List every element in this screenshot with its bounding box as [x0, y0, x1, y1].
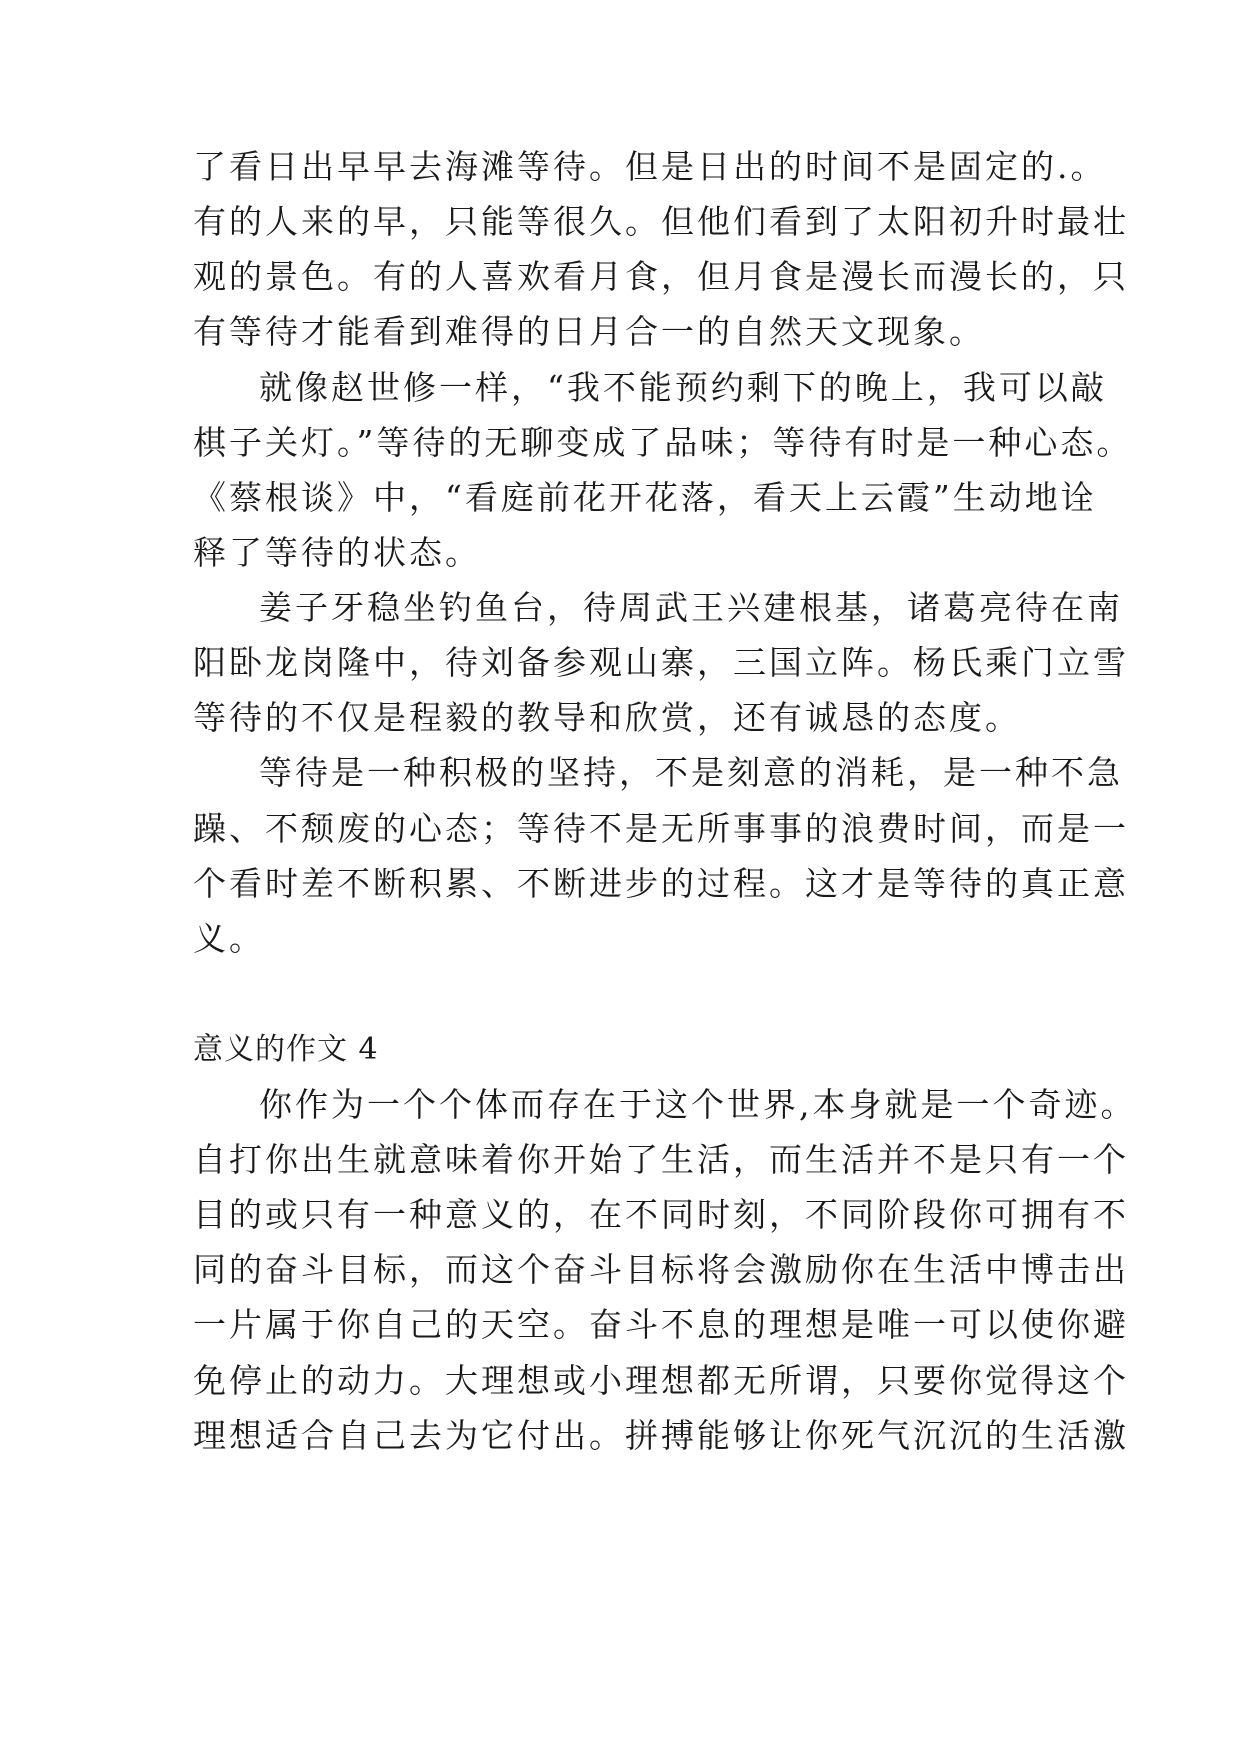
paragraph-line: 棋子关灯。”等待的无聊变成了品味；等待有时是一种心态。 [193, 423, 1133, 462]
paragraph-line: 等待是一种积极的坚持，不是刻意的消耗，是一种不急 [259, 753, 1123, 792]
paragraph-line: 免停止的动力。大理想或小理想都无所谓，只要你觉得这个 [193, 1361, 1129, 1400]
paragraph-line: 你作为一个个体而存在于这个世界,本身就是一个奇迹。 [259, 1085, 1137, 1124]
paragraph-line: 目的或只有一种意义的，在不同时刻，不同阶段你可拥有不 [193, 1195, 1129, 1234]
paragraph-line: 自打你出生就意味着你开始了生活，而生活并不是只有一个 [193, 1140, 1129, 1179]
paragraph-line: 阳卧龙岗隆中，待刘备参观山寨，三国立阵。杨氏乘门立雪 [193, 643, 1129, 682]
paragraph-line: 理想适合自己去为它付出。拼搏能够让你死气沉沉的生活激 [193, 1416, 1129, 1455]
paragraph-line: 有的人来的早，只能等很久。但他们看到了太阳初升时最壮 [193, 202, 1129, 241]
paragraph-line: 一片属于你自己的天空。奋斗不息的理想是唯一可以使你避 [193, 1305, 1129, 1344]
paragraph-line: 躁、不颓废的心态；等待不是无所事事的浪费时间，而是一 [193, 809, 1129, 848]
paragraph-line: 就像赵世修一样，“我不能预约剩下的晚上，我可以敲 [259, 368, 1107, 407]
paragraph-line: 义。 [193, 919, 265, 958]
paragraph-line: 了看日出早早去海滩等待。但是日出的时间不是固定的.。 [193, 147, 1107, 186]
paragraph-line: 释了等待的状态。 [193, 533, 481, 572]
paragraph-line: 同的奋斗目标，而这个奋斗目标将会激励你在生活中博击出 [193, 1250, 1129, 1289]
paragraph-line: 《蔡根谈》中，“看庭前花开花落，看天上云霞”生动地诠 [193, 478, 1097, 517]
paragraph-line: 有等待才能看到难得的日月合一的自然天文现象。 [193, 312, 985, 351]
paragraph-line: 个看时差不断积累、不断进步的过程。这才是等待的真正意 [193, 864, 1129, 903]
paragraph-line: 姜子牙稳坐钓鱼台，待周武王兴建根基，诸葛亮待在南 [259, 588, 1123, 627]
section-heading: 意义的作文 4 [193, 1032, 379, 1067]
paragraph-line: 等待的不仅是程毅的教导和欣赏，还有诚恳的态度。 [193, 698, 1021, 737]
paragraph-line: 观的景色。有的人喜欢看月食，但月食是漫长而漫长的，只 [193, 257, 1129, 296]
